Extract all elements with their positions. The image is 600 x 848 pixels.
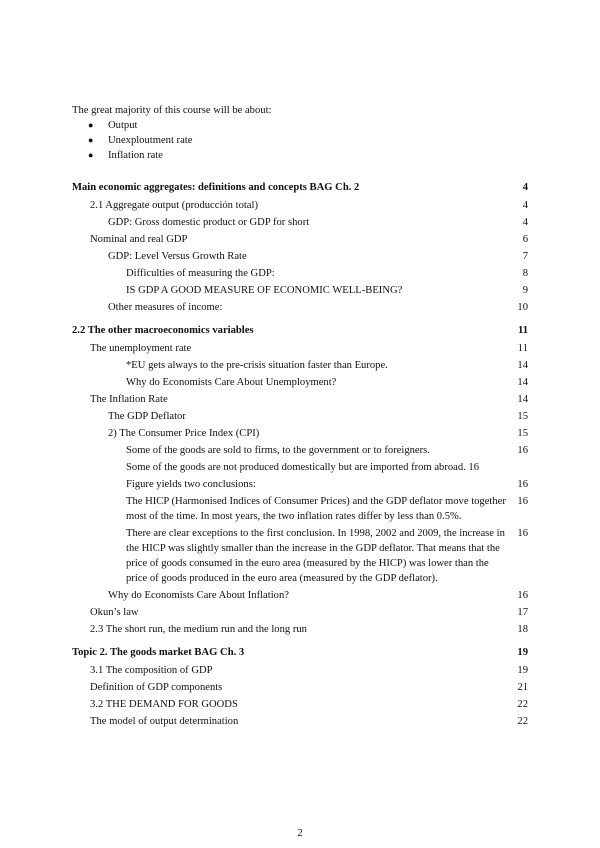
toc-entry-title: GDP: Gross domestic product or GDP for short (108, 217, 310, 228)
toc-entry-page: 6 (522, 234, 528, 245)
toc-entry-page: 11 (517, 343, 528, 354)
toc-entry-title: Okun’s law (90, 607, 139, 618)
toc-entry[interactable] (72, 714, 528, 729)
toc-heading[interactable] (72, 323, 528, 338)
toc-entry-page: 9 (522, 285, 528, 296)
toc-entry-title: GDP: Level Versus Growth Rate (108, 251, 247, 262)
bullet-item (72, 148, 532, 163)
toc-entry-page: 16 (517, 445, 528, 456)
toc-entry-title: The GDP Deflator (108, 411, 186, 422)
toc-entry-title: 2.1 Aggregate output (producción total) (90, 200, 258, 211)
bullet-icon: ● (88, 150, 94, 160)
toc-entry-page: 16 (517, 528, 528, 539)
toc-entry-page: 17 (517, 607, 528, 618)
toc-entry-page: 21 (517, 682, 528, 693)
toc-entry-page: 4 (522, 182, 528, 193)
toc-entry[interactable] (72, 460, 528, 475)
toc-entry-title: Definition of GDP components (90, 682, 223, 693)
toc-entry[interactable] (72, 663, 528, 678)
toc-entry-page: 4 (522, 200, 528, 211)
toc-entry[interactable] (72, 494, 528, 524)
toc-entry[interactable] (72, 526, 528, 586)
toc-entry-title: Other measures of income: (108, 302, 223, 313)
toc-entry[interactable] (72, 605, 528, 620)
toc-entry-page: 19 (517, 647, 528, 658)
toc-entry-page: 22 (517, 716, 528, 727)
intro-text: The great majority of this course will be about: (72, 105, 272, 116)
toc-entry[interactable] (72, 697, 528, 712)
toc-entry-title: 2.3 The short run, the medium run and the long run (90, 624, 307, 635)
toc-entry[interactable] (72, 392, 528, 407)
bullet-item (72, 118, 532, 133)
toc-entry[interactable] (72, 249, 528, 264)
bullet-text: Unexploutment rate (108, 135, 193, 146)
toc-entry[interactable] (72, 375, 528, 390)
bullet-item (72, 133, 532, 148)
toc-entry[interactable] (72, 409, 528, 424)
toc-entry[interactable] (72, 588, 528, 603)
toc-entry-title: The unemployment rate (90, 343, 192, 354)
toc-entry-title: The HICP (Harmonised Indices of Consumer Prices) and the GDP deflator move together most of the time. In most years, the two inflation rates differ by less than 0.5%. (126, 496, 506, 522)
page-number: 2 (297, 827, 303, 839)
toc-entry-title: Main economic aggregates: definitions and concepts BAG Ch. 2 (72, 182, 360, 193)
toc-entry-page: 8 (522, 268, 528, 279)
toc-entry-title: Difficulties of measuring the GDP: (126, 268, 275, 279)
toc-entry-title: The Inflation Rate (90, 394, 168, 405)
toc-entry[interactable] (72, 232, 528, 247)
toc-entry-page: 19 (517, 665, 528, 676)
toc-entry-title: Why do Economists Care About Unemployment? (126, 377, 337, 388)
toc-entry[interactable] (72, 426, 528, 441)
toc-entry-page: 7 (522, 251, 528, 262)
toc-entry-title: Topic 2. The goods market BAG Ch. 3 (72, 647, 245, 658)
toc-heading[interactable] (72, 180, 528, 195)
toc-entry[interactable] (72, 266, 528, 281)
toc-entry-page: 16 (517, 479, 528, 490)
toc-entry-page: 11 (517, 325, 528, 336)
toc-entry-page: 14 (517, 360, 528, 371)
toc-entry[interactable] (72, 443, 528, 458)
toc-entry[interactable] (72, 477, 528, 492)
toc-entry-title: 2) The Consumer Price Index (CPI) (108, 428, 260, 439)
toc-entry-page: 10 (517, 302, 528, 313)
toc-entry-title: There are clear exceptions to the first conclusion. In 1998, 2002 and 2009, the increase in the HICP was slightly smaller than the increase in the GDP deflator. That means that the price of goods consumed in the euro area (measured by the HICP) was lower than the price of goods produced in the euro area (measured by the GDP deflator). (126, 528, 505, 584)
toc-entry-title: 3.2 THE DEMAND FOR GOODS (90, 699, 238, 710)
toc-entry-title: Figure yields two conclusions: (126, 479, 256, 490)
toc-entry-page: 14 (517, 377, 528, 388)
toc-entry[interactable] (72, 215, 528, 230)
toc-entry-page: 22 (517, 699, 528, 710)
toc-entry-page: 15 (517, 428, 528, 439)
toc-entry-page: 18 (517, 624, 528, 635)
toc-entry-title: *EU gets always to the pre-crisis situation faster than Europe. (126, 360, 388, 371)
toc-entry-page: 14 (517, 394, 528, 405)
toc-entry[interactable] (72, 283, 528, 298)
intro-section (72, 103, 532, 163)
table-of-contents (72, 180, 528, 731)
toc-entry-page: 15 (517, 411, 528, 422)
bullet-icon: ● (88, 135, 94, 145)
toc-heading[interactable] (72, 645, 528, 660)
toc-entry[interactable] (72, 300, 528, 315)
toc-entry-title: 2.2 The other macroeconomics variables (72, 325, 254, 336)
toc-entry-title: Why do Economists Care About Inflation? (108, 590, 289, 601)
bullet-icon: ● (88, 120, 94, 130)
toc-entry[interactable] (72, 680, 528, 695)
toc-entry-page: 16 (517, 496, 528, 507)
toc-entry-page: 16 (517, 590, 528, 601)
toc-entry-title: Nominal and real GDP (90, 234, 188, 245)
toc-entry-title: IS GDP A GOOD MEASURE OF ECONOMIC WELL-BEING? (126, 285, 403, 296)
toc-entry-title: Some of the goods are sold to firms, to the government or to foreigners. (126, 445, 430, 456)
toc-entry-page: 4 (522, 217, 528, 228)
toc-entry-title: 3.1 The composition of GDP (90, 665, 213, 676)
bullet-text: Inflation rate (108, 150, 164, 161)
toc-entry-title: Some of the goods are not produced domestically but are imported from abroad. 16 (126, 462, 480, 473)
toc-entry[interactable] (72, 198, 528, 213)
toc-entry[interactable] (72, 622, 528, 637)
toc-entry[interactable] (72, 341, 528, 356)
toc-entry[interactable] (72, 358, 528, 373)
bullet-text: Output (108, 120, 138, 131)
toc-entry-title: The model of output determination (90, 716, 239, 727)
